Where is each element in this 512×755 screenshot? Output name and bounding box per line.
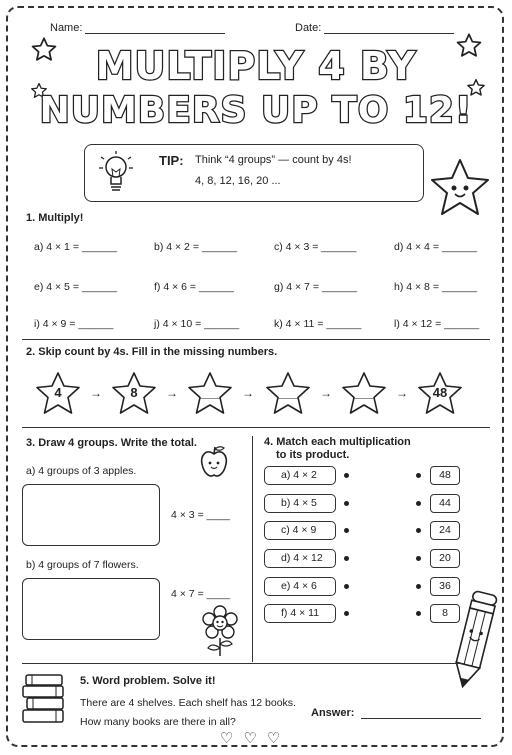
flower-icon [200,604,240,658]
arrow-icon: → [166,386,178,400]
divider [22,339,490,340]
match-expression[interactable]: f) 4 × 11 [264,604,336,623]
arrow-icon: → [90,386,102,400]
tip-text-line-2: 4, 8, 12, 16, 20 ... [195,175,281,187]
multiply-problem[interactable]: j) 4 × 10 = ______ [154,318,240,330]
match-dot[interactable] [416,611,421,616]
heart-icon: ♡ [220,730,244,747]
star-value: 48 [432,385,448,400]
word-problem-line-2: How many books are there in all? [80,716,236,728]
match-expression[interactable]: e) 4 × 6 [264,577,336,596]
match-product[interactable]: 44 [430,494,460,513]
pencil-icon [448,586,500,696]
star-value: ___ [277,385,299,400]
match-dot[interactable] [416,501,421,506]
date-field[interactable] [295,22,454,34]
section-3-heading: 3. Draw 4 groups. Write the total. [26,437,197,449]
section-4-heading-line-2: to its product. [276,449,350,461]
skip-count-star [34,370,82,416]
arrow-icon: → [320,386,332,400]
skip-count-star[interactable] [264,370,312,416]
lightbulb-icon [99,151,133,197]
answer-field[interactable] [311,707,481,719]
section-3a-equation[interactable]: 4 × 3 = ____ [171,509,230,521]
match-dot[interactable] [344,501,349,506]
match-product[interactable]: 24 [430,521,460,540]
star-value: ___ [353,385,375,400]
name-label: Name: [50,22,83,34]
skip-count-star[interactable] [186,370,234,416]
match-dot[interactable] [416,473,421,478]
match-dot[interactable] [416,556,421,561]
arrow-icon: → [242,386,254,400]
smiling-star-icon [426,156,494,220]
multiply-problem[interactable]: h) 4 × 8 = ______ [394,281,477,293]
skip-count-star [416,370,464,416]
multiply-problem[interactable]: b) 4 × 2 = ______ [154,241,237,253]
multiply-problem[interactable]: d) 4 × 4 = ______ [394,241,477,253]
skip-count-star[interactable] [340,370,388,416]
star-value: 4 [54,385,62,400]
section-1-heading: 1. Multiply! [26,212,84,224]
section-3a-label: a) 4 groups of 3 apples. [26,465,137,477]
match-expression[interactable]: d) 4 × 12 [264,549,336,568]
match-expression[interactable]: c) 4 × 9 [264,521,336,540]
apple-icon [198,444,230,480]
multiply-problem[interactable]: c) 4 × 3 = ______ [274,241,357,253]
drawing-box-a[interactable] [22,484,160,546]
name-field[interactable] [50,22,225,34]
star-value: ___ [199,385,221,400]
tip-box [84,144,424,202]
column-divider [252,436,253,662]
match-product[interactable]: 36 [430,577,460,596]
match-dot[interactable] [416,528,421,533]
section-5-heading: 5. Word problem. Solve it! [80,675,216,687]
star-value: 8 [130,385,138,400]
divider [22,663,462,664]
name-line[interactable] [85,33,225,34]
skip-count-star[interactable] [110,370,158,416]
match-product[interactable]: 8 [430,604,460,623]
title-line-2: NUMBERS UP TO 12! [39,90,473,131]
answer-line[interactable] [361,718,481,719]
match-expression[interactable]: a) 4 × 2 [264,466,336,485]
multiply-problem[interactable]: e) 4 × 5 = ______ [34,281,117,293]
footer-hearts [220,729,290,747]
match-product[interactable]: 20 [430,549,460,568]
books-icon [20,671,68,727]
match-dot[interactable] [344,611,349,616]
match-dot[interactable] [416,584,421,589]
heart-icon: ♡ [266,730,291,747]
section-4-heading-line-1: 4. Match each multiplication [264,436,411,448]
match-dot[interactable] [344,473,349,478]
multiply-problem[interactable]: a) 4 × 1 = ______ [34,241,117,253]
section-3b-label: b) 4 groups of 7 flowers. [26,559,139,571]
title-line-1: MULTIPLY 4 BY [95,44,417,88]
date-label: Date: [295,22,322,34]
multiply-problem[interactable]: g) 4 × 7 = ______ [274,281,357,293]
multiply-problem[interactable]: k) 4 × 11 = ______ [274,318,362,330]
multiply-problem[interactable]: l) 4 × 12 = ______ [394,318,480,330]
multiply-problem[interactable]: f) 4 × 6 = ______ [154,281,234,293]
arrow-icon: → [396,386,408,400]
word-problem-line-1: There are 4 shelves. Each shelf has 12 books. [80,697,296,709]
match-product[interactable]: 48 [430,466,460,485]
heart-icon: ♡ [243,730,267,747]
match-dot[interactable] [344,584,349,589]
match-expression[interactable]: b) 4 × 5 [264,494,336,513]
tip-label: TIP: [159,153,184,168]
match-dot[interactable] [344,556,349,561]
multiply-problem[interactable]: i) 4 × 9 = ______ [34,318,114,330]
drawing-box-b[interactable] [22,578,160,640]
tip-text-line-1: Think “4 groups” — count by 4s! [195,154,352,166]
match-dot[interactable] [344,528,349,533]
section-3b-equation[interactable]: 4 × 7 = ____ [171,588,230,600]
answer-label: Answer: [311,707,355,719]
section-2-heading: 2. Skip count by 4s. Fill in the missing numbers. [26,346,278,358]
date-line[interactable] [324,33,454,34]
divider [22,427,490,428]
